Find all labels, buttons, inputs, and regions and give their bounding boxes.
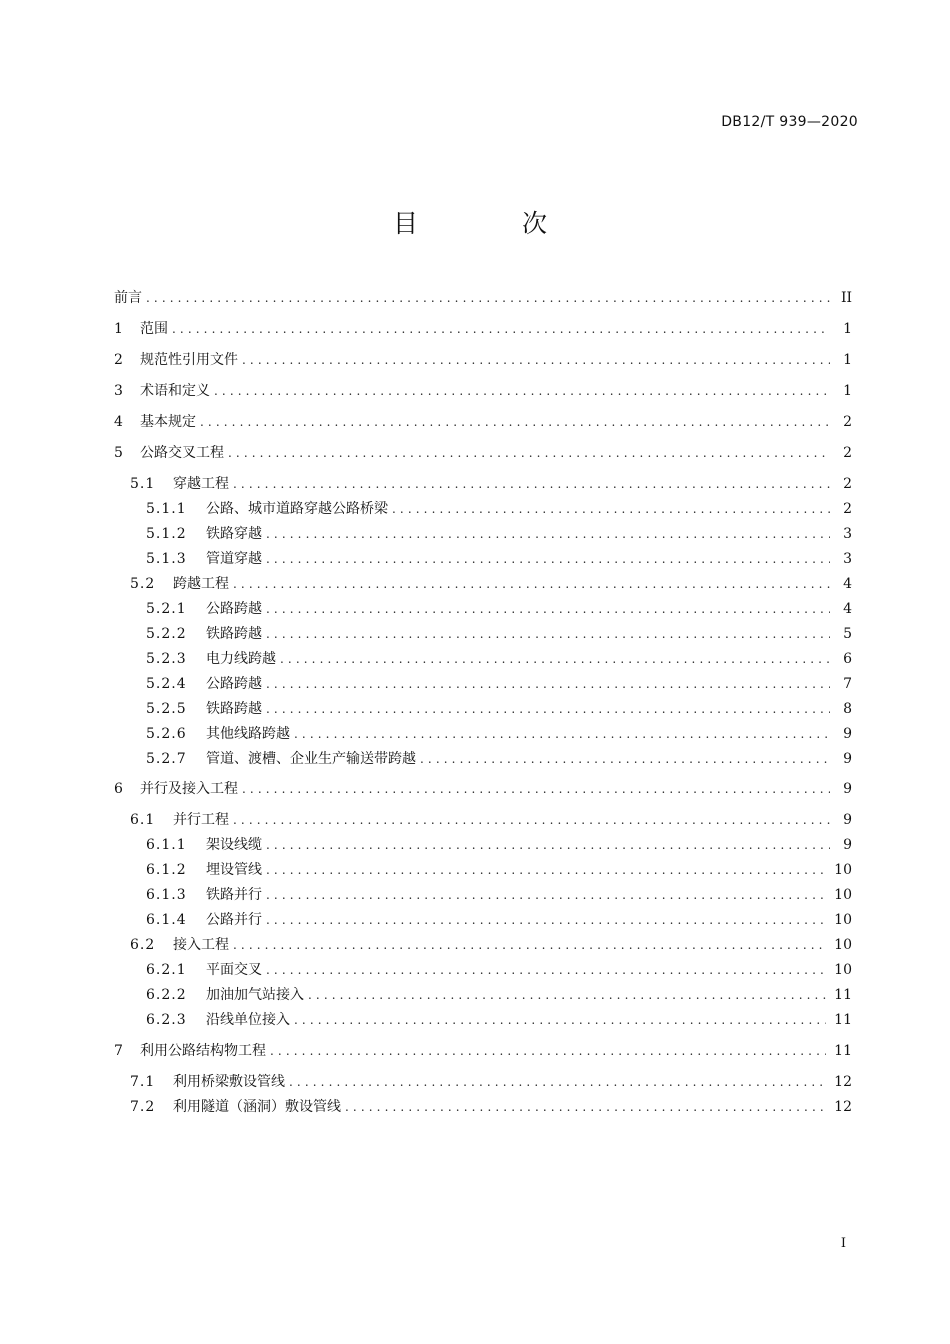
dot-leader (214, 381, 830, 401)
toc-entry[interactable] (114, 910, 852, 930)
toc-entry-number: 5.1 (130, 476, 156, 492)
toc-entry[interactable] (114, 319, 852, 339)
toc-entry[interactable] (114, 443, 852, 463)
toc-entry-number: 5.2.4 (146, 676, 187, 692)
toc-entry-page: 5 (843, 626, 852, 642)
toc-entry-label: 铁路跨越 (206, 626, 262, 642)
page-number: I (840, 1236, 846, 1251)
toc-entry-label: 公路并行 (206, 912, 262, 928)
dot-leader (233, 474, 830, 494)
toc-entry-page: 2 (843, 501, 852, 517)
toc-entry-number: 6.1 (130, 812, 156, 828)
toc-entry-label: 架设线缆 (206, 837, 262, 853)
dot-leader (266, 835, 830, 855)
toc-entry-page: 2 (843, 414, 852, 430)
toc-entry-number: 5.1.2 (146, 526, 187, 542)
toc-entry-number: 5.2.5 (146, 701, 187, 717)
dot-leader (266, 699, 830, 719)
toc-entry-number: 3 (114, 383, 124, 399)
toc-entry-page: 1 (843, 321, 852, 337)
toc-entry[interactable] (114, 724, 852, 744)
toc-entry-label: 公路跨越 (206, 676, 262, 692)
toc-entry-page: 1 (843, 383, 852, 399)
toc-entry-label: 规范性引用文件 (140, 352, 238, 368)
toc-entry[interactable] (114, 624, 852, 644)
toc-entry-label: 铁路跨越 (206, 701, 262, 717)
toc-entry-label: 公路跨越 (206, 601, 262, 617)
toc-entry[interactable] (114, 649, 852, 669)
toc-entry-page: 9 (843, 837, 852, 853)
toc-entry-page: II (840, 290, 852, 306)
dot-leader (233, 810, 830, 830)
toc-entry[interactable] (114, 810, 852, 830)
toc-entry-page: 10 (834, 912, 852, 928)
toc-entry-number: 5 (114, 445, 124, 461)
dot-leader (392, 499, 830, 519)
toc-entry-label: 利用隧道（涵洞）敷设管线 (173, 1099, 341, 1115)
toc-entry-label: 跨越工程 (173, 576, 229, 592)
toc-entry[interactable] (114, 412, 852, 432)
toc-entry-label: 前言 (114, 290, 142, 306)
toc-entry-page: 9 (843, 726, 852, 742)
dot-leader (308, 985, 826, 1005)
toc-entry-page: 11 (834, 1012, 852, 1028)
dot-leader (420, 749, 830, 769)
dot-leader (266, 910, 826, 930)
dot-leader (242, 350, 830, 370)
toc-entry-number: 5.2.1 (146, 601, 187, 617)
dot-leader (294, 1010, 826, 1030)
toc-entry[interactable] (114, 574, 852, 594)
toc-entry-page: 11 (834, 1043, 852, 1059)
toc-entry-label: 管道穿越 (206, 551, 262, 567)
dot-leader (289, 1072, 826, 1092)
toc-entry[interactable] (114, 1097, 852, 1117)
toc-entry-number: 6.1.3 (146, 887, 187, 903)
toc-entry-number: 5.2.2 (146, 626, 187, 642)
toc-entry-page: 10 (834, 937, 852, 953)
toc-entry-label: 管道、渡槽、企业生产输送带跨越 (206, 751, 416, 767)
toc-entry-page: 2 (843, 476, 852, 492)
toc-entry-page: 12 (834, 1074, 852, 1090)
toc-entry[interactable] (114, 935, 852, 955)
toc-entry-label: 接入工程 (173, 937, 229, 953)
toc-entry-number: 6 (114, 781, 124, 797)
toc-entry[interactable] (114, 288, 852, 308)
dot-leader (228, 443, 830, 463)
toc-entry-page: 2 (843, 445, 852, 461)
toc-entry-label: 利用桥梁敷设管线 (173, 1074, 285, 1090)
toc-entry-number: 6.2.3 (146, 1012, 187, 1028)
toc-entry-number: 5.2.3 (146, 651, 187, 667)
dot-leader (266, 960, 826, 980)
toc-entry[interactable] (114, 599, 852, 619)
toc-entry-number: 1 (114, 321, 124, 337)
document-code: DB12/T 939—2020 (721, 114, 858, 130)
toc-entry-label: 平面交叉 (206, 962, 262, 978)
toc-entry[interactable] (114, 749, 852, 769)
toc-entry-page: 10 (834, 862, 852, 878)
toc-entry-label: 术语和定义 (140, 383, 210, 399)
toc-entry-page: 9 (843, 751, 852, 767)
toc-entry-label: 其他线路跨越 (206, 726, 290, 742)
toc-entry[interactable] (114, 474, 852, 494)
dot-leader (146, 288, 830, 308)
toc-entry[interactable] (114, 960, 852, 980)
toc-entry-page: 9 (843, 812, 852, 828)
toc-entry-page: 6 (843, 651, 852, 667)
toc-entry-page: 7 (843, 676, 852, 692)
toc-entry-number: 6.2 (130, 937, 156, 953)
dot-leader (233, 574, 830, 594)
toc-entry-number: 5.2.7 (146, 751, 187, 767)
toc-entry-label: 铁路并行 (206, 887, 262, 903)
toc-entry-number: 6.2.1 (146, 962, 187, 978)
toc-entry-number: 5.2.6 (146, 726, 187, 742)
toc-entry-page: 8 (843, 701, 852, 717)
dot-leader (266, 599, 830, 619)
toc-entry[interactable] (114, 699, 852, 719)
toc-entry-number: 7.2 (130, 1099, 156, 1115)
dot-leader (345, 1097, 826, 1117)
toc-entry[interactable] (114, 985, 852, 1005)
table-of-contents (114, 0, 852, 1344)
toc-entry[interactable] (114, 1041, 852, 1061)
toc-entry[interactable] (114, 381, 852, 401)
toc-entry-page: 3 (843, 551, 852, 567)
toc-entry[interactable] (114, 350, 852, 370)
toc-entry-label: 穿越工程 (173, 476, 229, 492)
toc-entry-page: 4 (843, 601, 852, 617)
dot-leader (266, 524, 830, 544)
dot-leader (266, 624, 830, 644)
toc-entry[interactable] (114, 549, 852, 569)
toc-entry-label: 公路交叉工程 (140, 445, 224, 461)
toc-entry[interactable] (114, 885, 852, 905)
toc-entry-number: 7.1 (130, 1074, 156, 1090)
dot-leader (266, 860, 826, 880)
toc-entry-label: 并行及接入工程 (140, 781, 238, 797)
toc-entry-label: 公路、城市道路穿越公路桥梁 (206, 501, 388, 517)
toc-entry-number: 5.2 (130, 576, 156, 592)
toc-entry-page: 4 (843, 576, 852, 592)
toc-entry-number: 6.1.4 (146, 912, 187, 928)
toc-entry-number: 6.1.1 (146, 837, 187, 853)
toc-entry-label: 范围 (140, 321, 168, 337)
toc-entry-page: 3 (843, 526, 852, 542)
toc-entry-page: 1 (843, 352, 852, 368)
toc-entry-label: 利用公路结构物工程 (140, 1043, 266, 1059)
toc-entry-label: 加油加气站接入 (206, 987, 304, 1003)
toc-entry[interactable] (114, 499, 852, 519)
toc-entry[interactable] (114, 860, 852, 880)
toc-entry-page: 10 (834, 962, 852, 978)
toc-entry[interactable] (114, 674, 852, 694)
toc-entry-label: 埋设管线 (206, 862, 262, 878)
dot-leader (242, 779, 830, 799)
dot-leader (294, 724, 830, 744)
toc-entry-page: 12 (834, 1099, 852, 1115)
toc-entry-page: 9 (843, 781, 852, 797)
toc-entry-label: 基本规定 (140, 414, 196, 430)
toc-entry[interactable] (114, 835, 852, 855)
dot-leader (266, 674, 830, 694)
dot-leader (172, 319, 830, 339)
toc-entry-page: 10 (834, 887, 852, 903)
toc-entry-number: 7 (114, 1043, 124, 1059)
toc-entry[interactable] (114, 524, 852, 544)
toc-entry-number: 5.1.3 (146, 551, 187, 567)
toc-entry-number: 4 (114, 414, 124, 430)
toc-entry-number: 2 (114, 352, 124, 368)
dot-leader (200, 412, 830, 432)
toc-entry-number: 5.1.1 (146, 501, 187, 517)
dot-leader (280, 649, 830, 669)
toc-entry-label: 电力线跨越 (206, 651, 276, 667)
toc-entry-label: 铁路穿越 (206, 526, 262, 542)
dot-leader (266, 885, 826, 905)
toc-entry[interactable] (114, 1072, 852, 1092)
toc-entry-label: 沿线单位接入 (206, 1012, 290, 1028)
toc-entry-page: 11 (834, 987, 852, 1003)
toc-entry-label: 并行工程 (173, 812, 229, 828)
toc-entry[interactable] (114, 779, 852, 799)
toc-entry-number: 6.2.2 (146, 987, 187, 1003)
toc-entry-number: 6.1.2 (146, 862, 187, 878)
page-title: 目 次 (393, 209, 595, 238)
dot-leader (266, 549, 830, 569)
dot-leader (233, 935, 826, 955)
dot-leader (270, 1041, 826, 1061)
toc-entry[interactable] (114, 1010, 852, 1030)
